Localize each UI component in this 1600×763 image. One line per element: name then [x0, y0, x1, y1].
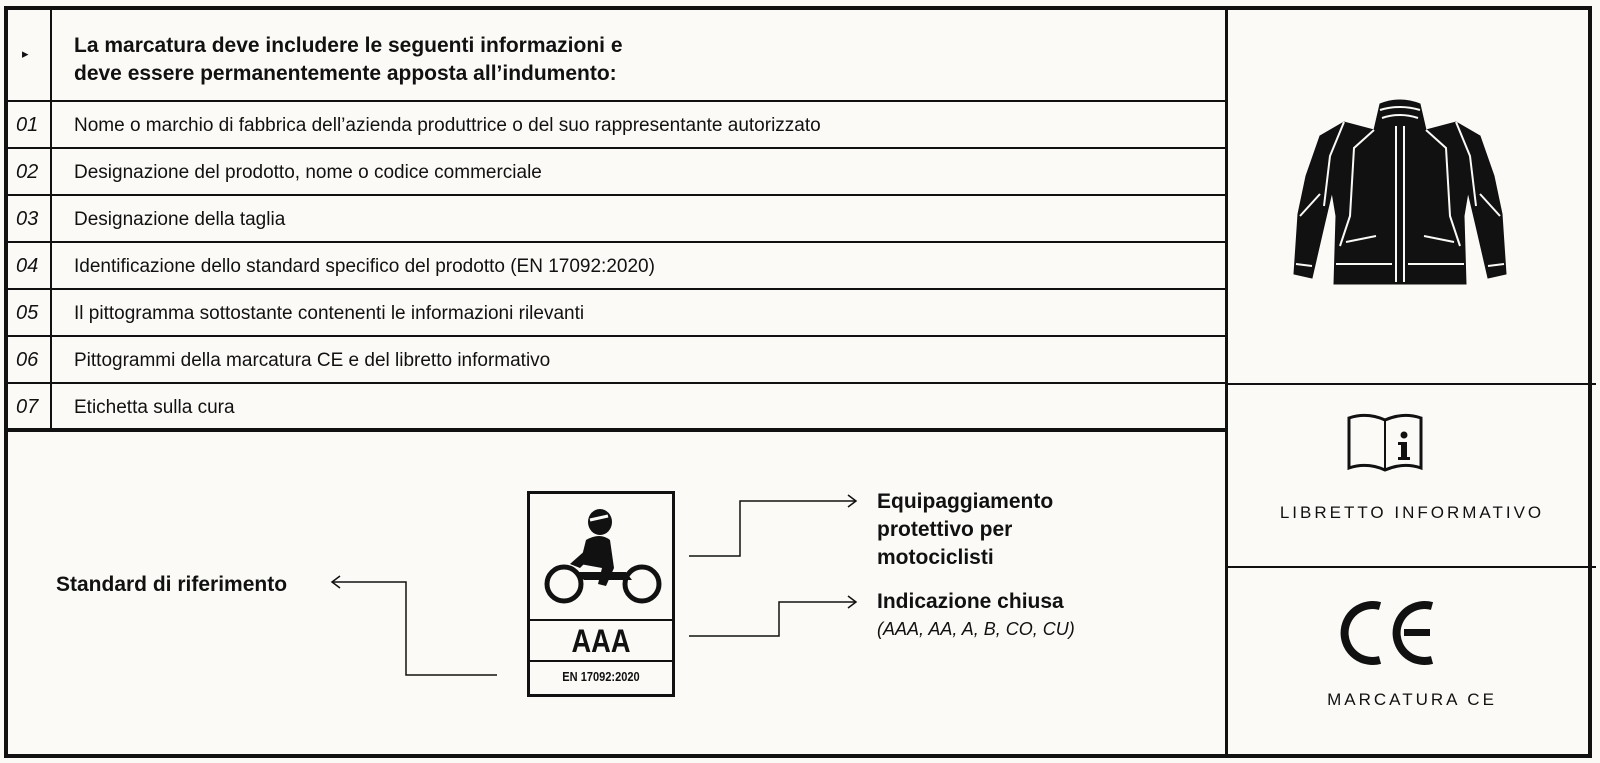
row-number: 06 — [16, 349, 39, 371]
row-text: Il pittogramma sottostante contenenti le informazioni rilevanti — [74, 303, 585, 324]
closure-connector — [689, 602, 856, 636]
right-divider-2 — [1228, 566, 1596, 568]
right-divider-1 — [1228, 383, 1596, 385]
row-text: Pittogrammi della marcatura CE e del libretto informativo — [74, 350, 551, 371]
marking-info-panel — [4, 6, 1592, 758]
row-number: 02 — [16, 161, 39, 183]
row-text: Designazione della taglia — [74, 209, 286, 230]
row-text: Nome o marchio di fabbrica dell’azienda produttrice o del suo rappresentante autorizzato — [74, 115, 821, 136]
row-number: 07 — [16, 396, 39, 418]
row-number: 04 — [16, 255, 39, 277]
header-line-1: La marcatura deve includere le seguenti informazioni e — [74, 34, 623, 57]
booklet-caption: LIBRETTO INFORMATIVO — [1279, 503, 1545, 522]
closure-values: (AAA, AA, A, B, CO, CU) — [877, 619, 1075, 639]
equipment-connector — [689, 501, 856, 556]
closure-label: Indicazione chiusa — [877, 590, 1064, 613]
ce-mark-icon — [1336, 598, 1440, 668]
protection-class: AAA — [571, 623, 631, 659]
equipment-label-line: motociclisti — [877, 546, 994, 569]
standard-connector — [332, 582, 497, 675]
ce-caption: MARCATURA CE — [1327, 690, 1497, 709]
row-text: Identificazione dello standard specifico del prodotto (EN 17092:2020) — [74, 256, 655, 277]
standard-label: Standard di riferimento — [56, 573, 288, 596]
equipment-label — [877, 488, 1053, 572]
header-line-2: deve essere permanentemente apposta all’indumento: — [74, 62, 617, 85]
info-booklet-icon — [1345, 410, 1425, 476]
equipment-label-line: Equipaggiamento — [877, 490, 1054, 513]
row-number: 03 — [16, 208, 39, 230]
standard-code: EN 17092:2020 — [562, 669, 640, 684]
row-number: 05 — [16, 302, 39, 324]
arrow-right-icon: ▸ — [22, 46, 29, 61]
row-text: Designazione del prodotto, nome o codice commerciale — [74, 162, 542, 183]
connector-arrows — [8, 10, 1225, 762]
right-column-divider — [1225, 10, 1228, 754]
equipment-label-line: protettivo per — [877, 518, 1013, 541]
row-text: Etichetta sulla cura — [74, 397, 235, 418]
row-number: 01 — [16, 114, 39, 136]
jacket-icon — [1280, 96, 1520, 296]
